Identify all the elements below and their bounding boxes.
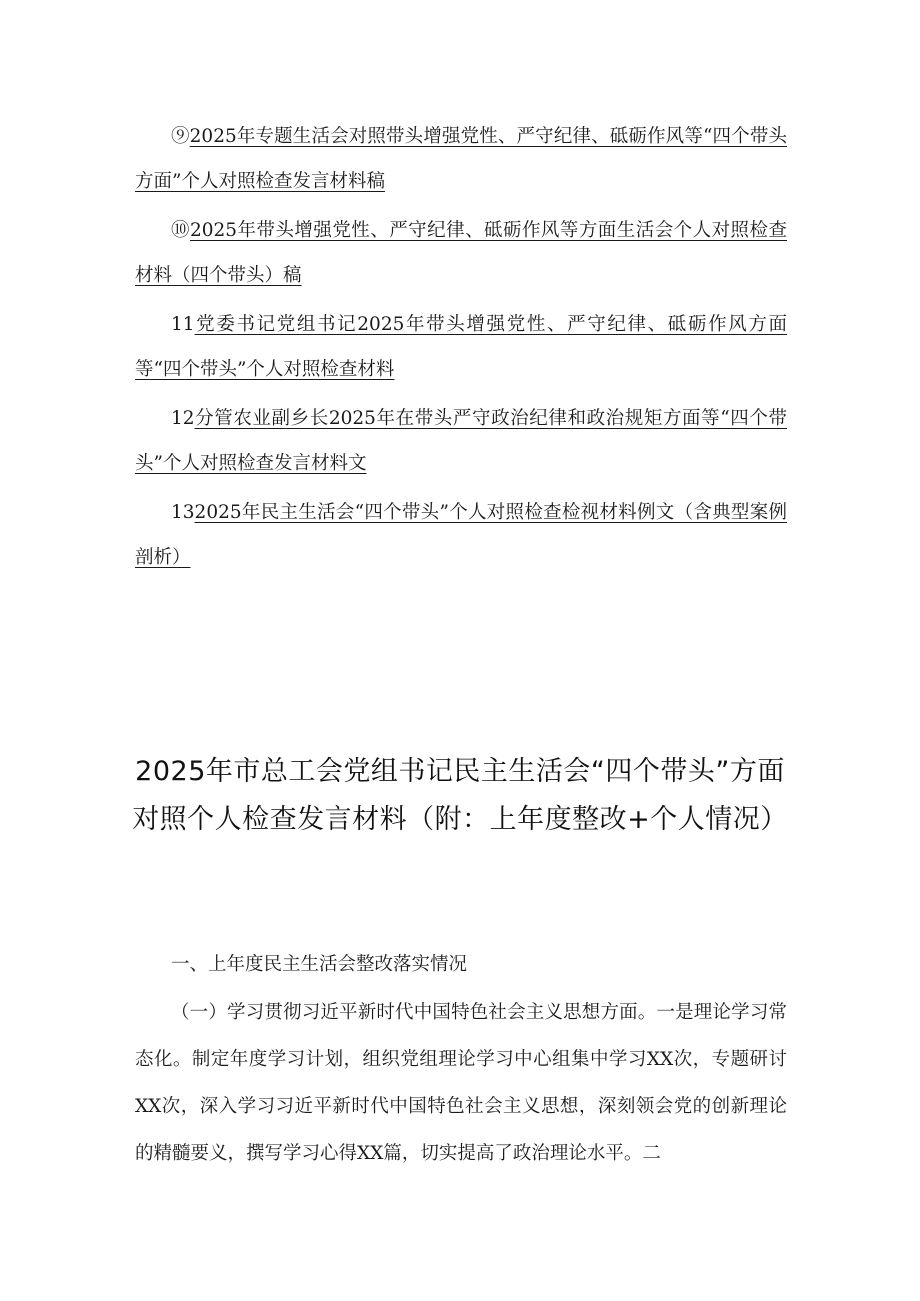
toc-item-number: 12 bbox=[171, 408, 195, 429]
toc-item-11[interactable] bbox=[135, 302, 787, 392]
toc-item-number: ⑨ bbox=[171, 126, 190, 147]
toc-item-link[interactable]: 2025年专题生活会对照带头增强党性、严守纪律、砥砺作风等“四个带头方面”个人对照检查发言材料稿 bbox=[135, 126, 787, 192]
toc-item-link[interactable]: 2025年民主生活会“四个带头”个人对照检查检视材料例文（含典型案例剖析） bbox=[135, 502, 787, 568]
body-paragraph: （一）学习贯彻习近平新时代中国特色社会主义思想方面。一是理论学习常态化。制定年度学习计划，组织党组理论学习中心组集中学习XX次，专题研讨XX次，深入学习习近平新时代中国特色社会主义思想，深刻领会党的创新理论的精髓要义，撰写学习心得XX篇，切实提高了政治理论水平。二 bbox=[135, 1002, 787, 1164]
toc-item-13[interactable] bbox=[135, 490, 787, 580]
toc-item-number: 13 bbox=[171, 502, 195, 523]
toc-item-12[interactable] bbox=[135, 396, 787, 486]
section-heading: 一、上年度民主生活会整改落实情况 bbox=[171, 954, 468, 975]
toc-item-number: 11 bbox=[171, 314, 195, 335]
document-body bbox=[135, 942, 787, 1177]
toc-item-link[interactable]: 党委书记党组书记2025年带头增强党性、严守纪律、砥砺作风方面等“四个带头”个人对照检查材料 bbox=[135, 314, 787, 380]
document-title: 2025年市总工会党组书记民主生活会“四个带头”方面对照个人检查发言材料（附：上年度整改+个人情况） bbox=[132, 756, 788, 835]
toc-item-9[interactable] bbox=[135, 114, 787, 204]
toc-item-link[interactable]: 2025年带头增强党性、严守纪律、砥砺作风等方面生活会个人对照检查材料（四个带头）稿 bbox=[135, 220, 787, 286]
toc-item-number: ⑩ bbox=[171, 220, 190, 241]
toc-item-link[interactable]: 分管农业副乡长2025年在带头严守政治纪律和政治规矩方面等“四个带头”个人对照检查发言材料文 bbox=[135, 408, 787, 474]
table-of-contents bbox=[135, 114, 787, 584]
toc-item-10[interactable] bbox=[135, 208, 787, 298]
